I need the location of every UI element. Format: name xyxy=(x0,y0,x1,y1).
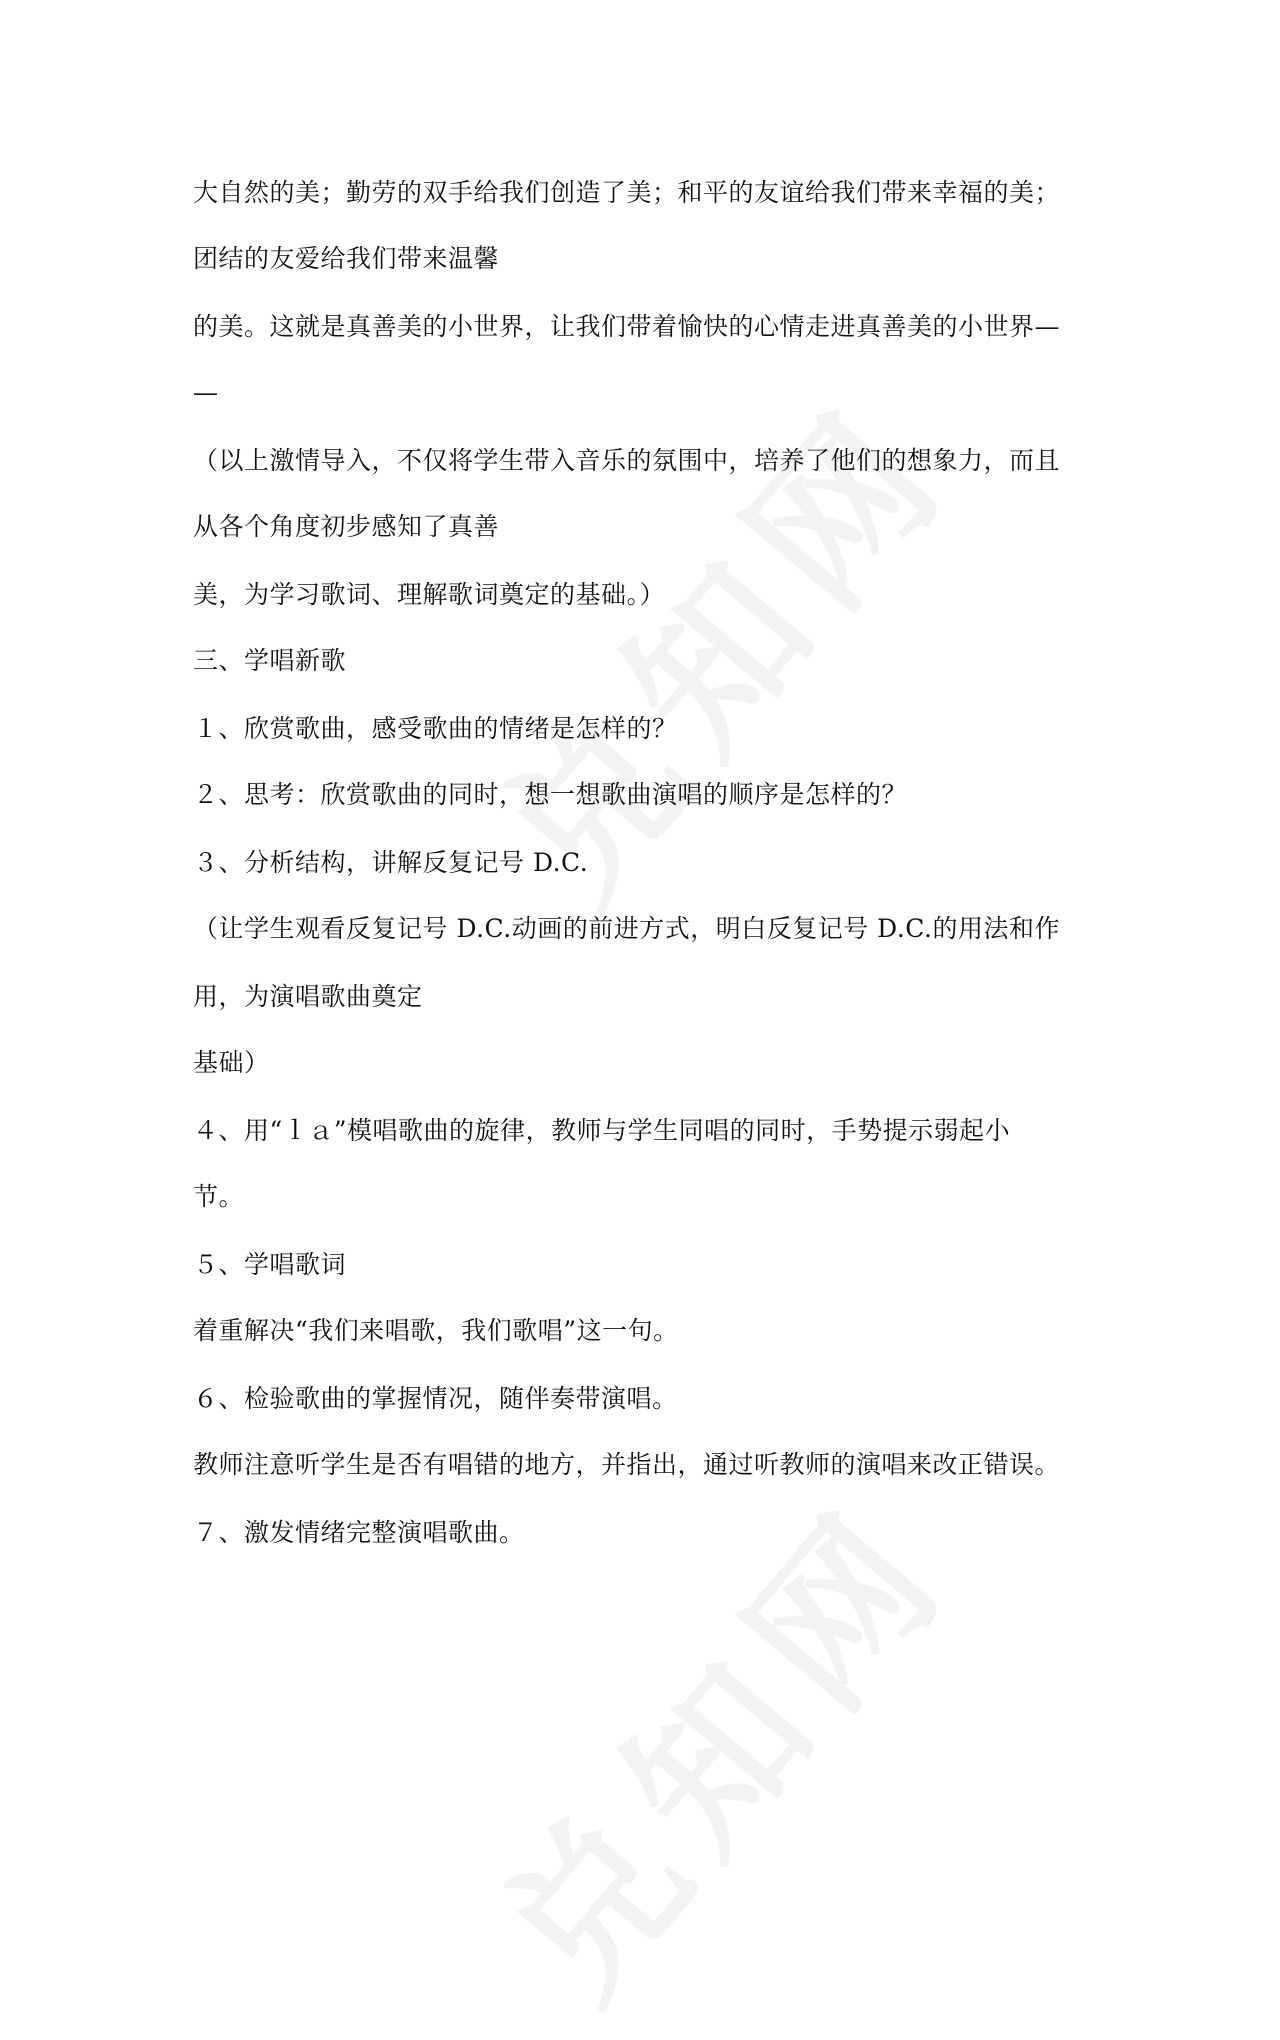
text-line: 用，为演唱歌曲奠定 xyxy=(193,982,423,1011)
list-item: ７、激发情绪完整演唱歌曲。 xyxy=(193,1518,525,1547)
section-heading: 三、学唱新歌 xyxy=(193,646,347,675)
text-line: 着重解决“我们来唱歌，我们歌唱”这一句。 xyxy=(193,1316,679,1345)
list-item: １、欣赏歌曲，感受歌曲的情绪是怎样的？ xyxy=(193,714,678,743)
list-item: ４、用“ｌａ”模唱歌曲的旋律，教师与学生同唱的同时，手势提示弱起小 xyxy=(193,1116,1011,1145)
list-item: ６、检验歌曲的掌握情况，随伴奏带演唱。 xyxy=(193,1384,678,1413)
text-line: 从各个角度初步感知了真善 xyxy=(193,512,500,541)
list-item: ３、分析结构，讲解反复记号 D.C. xyxy=(193,848,589,877)
text-line: 的美。这就是真善美的小世界，让我们带着愉快的心情走进真善美的小世界— xyxy=(193,312,1061,341)
text-line: 大自然的美；勤劳的双手给我们创造了美；和平的友谊给我们带来幸福的美； xyxy=(193,178,1061,207)
list-item: ５、学唱歌词 xyxy=(193,1250,347,1279)
text-line: 基础） xyxy=(193,1048,270,1077)
text-line: — xyxy=(193,378,219,407)
list-item: ２、思考：欣赏歌曲的同时，想一想歌曲演唱的顺序是怎样的？ xyxy=(193,780,908,809)
text-line: 教师注意听学生是否有唱错的地方，并指出，通过听教师的演唱来改正错误。 xyxy=(193,1450,1061,1479)
text-line: 团结的友爱给我们带来温馨 xyxy=(193,244,500,273)
text-line: 美，为学习歌词、理解歌词奠定的基础。） xyxy=(193,580,666,609)
text-line: （以上激情导入，不仅将学生带入音乐的氛围中，培养了他们的想象力，而且 xyxy=(193,446,1061,475)
text-line: （让学生观看反复记号 D.C.动画的前进方式，明白反复记号 D.C.的用法和作 xyxy=(193,914,1060,943)
text-line: 节。 xyxy=(193,1182,245,1211)
